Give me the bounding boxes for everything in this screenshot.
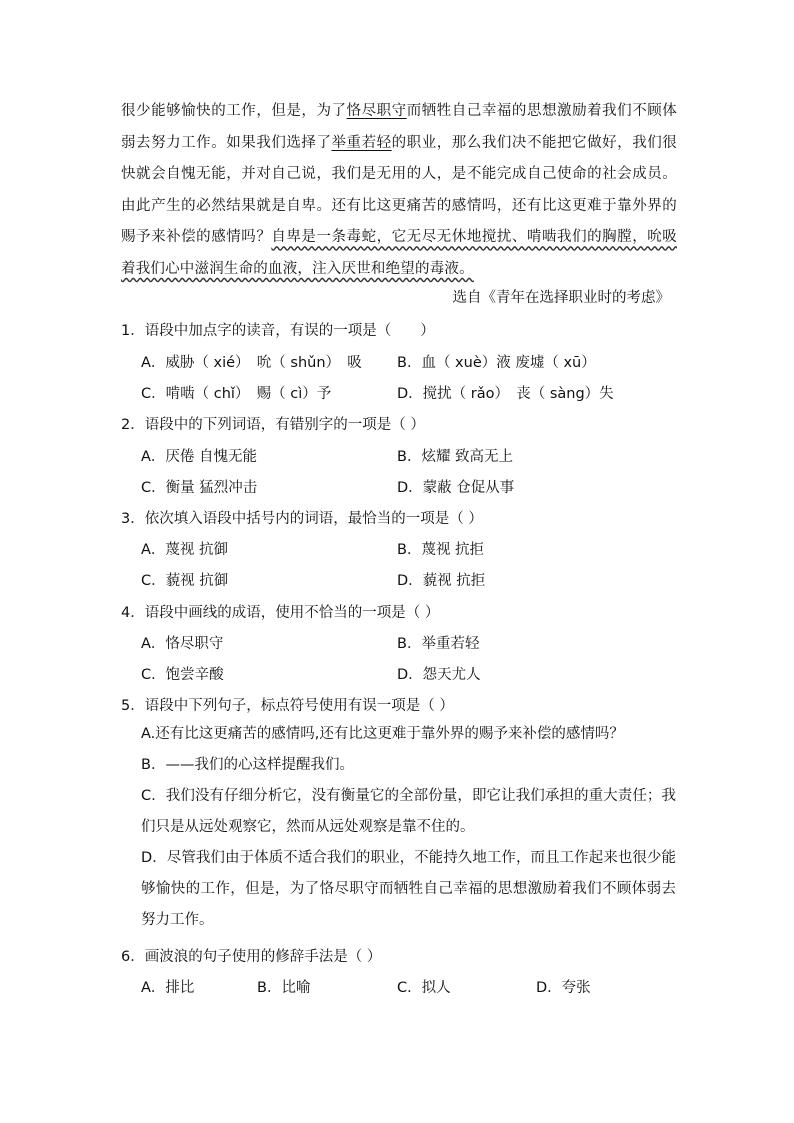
option: D．夸张	[536, 980, 591, 996]
option: C．藐视 抗御	[141, 573, 229, 589]
option: B．比喻	[257, 980, 311, 996]
passage-text: 的职业，那么我们决不能把它做好，我们很快就会自愧无能，并对自己说，我们是无用的人，是不能完成自己使命的社会成员。由此产生的必然结果就是自卑。还有比这更痛苦的感情吗，还有比这更难于靠外界的赐予来补偿的感情吗？	[121, 134, 677, 246]
option: C．我们没有仔细分析它，没有衡量它的全部份量，即它让我们承担的重大责任；我们只是从远处观察它，然而从远处观察是靠不住的。	[141, 788, 676, 835]
passage-source: 选自《青年在选择职业时的考虑》	[452, 290, 670, 306]
question-stem: 3．依次填入语段中括号内的词语，最恰当的一项是（ ）	[121, 511, 483, 527]
option: D．搅扰（ rǎo） 丧（ sàng）失	[397, 386, 614, 402]
underlined-idiom: 恪尽职守	[346, 103, 407, 119]
option: B．血（ xuè）液 废墟（ xū）	[397, 355, 596, 371]
question-stem: 1．语段中加点字的读音，有误的一项是（ ）	[121, 323, 435, 339]
wavy-underlined-sentence: 自卑是一条毒蛇，它无尽无休地搅扰、啃啮我们的胸膛，吮吸着我们心中滋润生命的血液，注入厌世和绝望的毒液。	[121, 229, 677, 277]
passage-text: 而牺牲自己幸福的思想激励着我们不顾体弱去努力工作。如果我们选择了	[121, 103, 677, 151]
question-stem: 5．语段中下列句子，标点符号使用有误一项是（ ）	[121, 698, 454, 714]
option: C．衡量 猛烈冲击	[141, 480, 258, 496]
option: B．举重若轻	[397, 636, 480, 652]
option: C．饱尝辛酸	[141, 667, 224, 683]
option: A.还有比这更痛苦的感情吗,还有比这更难于靠外界的赐予来补偿的感情吗？	[141, 726, 624, 742]
option: A．威胁（ xié） 吮（ shǔn） 吸	[141, 355, 362, 371]
option: D．怨天尤人	[397, 667, 481, 683]
option: B．蔑视 抗拒	[397, 542, 485, 558]
option: B．——我们的心这样提醒我们。	[141, 757, 354, 773]
passage-text: 很少能够愉快的工作，但是，为了	[121, 103, 347, 119]
option: A．排比	[141, 980, 195, 996]
question-stem: 4．语段中画线的成语，使用不恰当的一项是（ ）	[121, 605, 440, 621]
underlined-idiom: 举重若轻	[331, 134, 392, 151]
option: C．啃啮（ chǐ） 赐（ cì）予	[141, 386, 332, 402]
reading-passage	[121, 96, 677, 286]
option: A．蔑视 抗御	[141, 542, 229, 558]
option: B．炫耀 致高无上	[397, 449, 514, 465]
option: D．尽管我们由于体质不适合我们的职业，不能持久地工作，而且工作起来也很少能够愉快的工作，但是，为了恪尽职守而牺牲自己幸福的思想激励着我们不顾体弱去努力工作。	[141, 850, 676, 928]
option: C．拟人	[397, 980, 451, 996]
question-stem: 2．语段中的下列词语，有错别字的一项是（ ）	[121, 417, 425, 433]
option: A．厌倦 自愧无能	[141, 449, 258, 465]
option: A．恪尽职守	[141, 636, 224, 652]
option: D．蒙蔽 仓促从事	[397, 480, 515, 496]
question-stem: 6．画波浪的句子使用的修辞手法是（ ）	[121, 949, 382, 965]
option: D．藐视 抗拒	[397, 573, 486, 589]
